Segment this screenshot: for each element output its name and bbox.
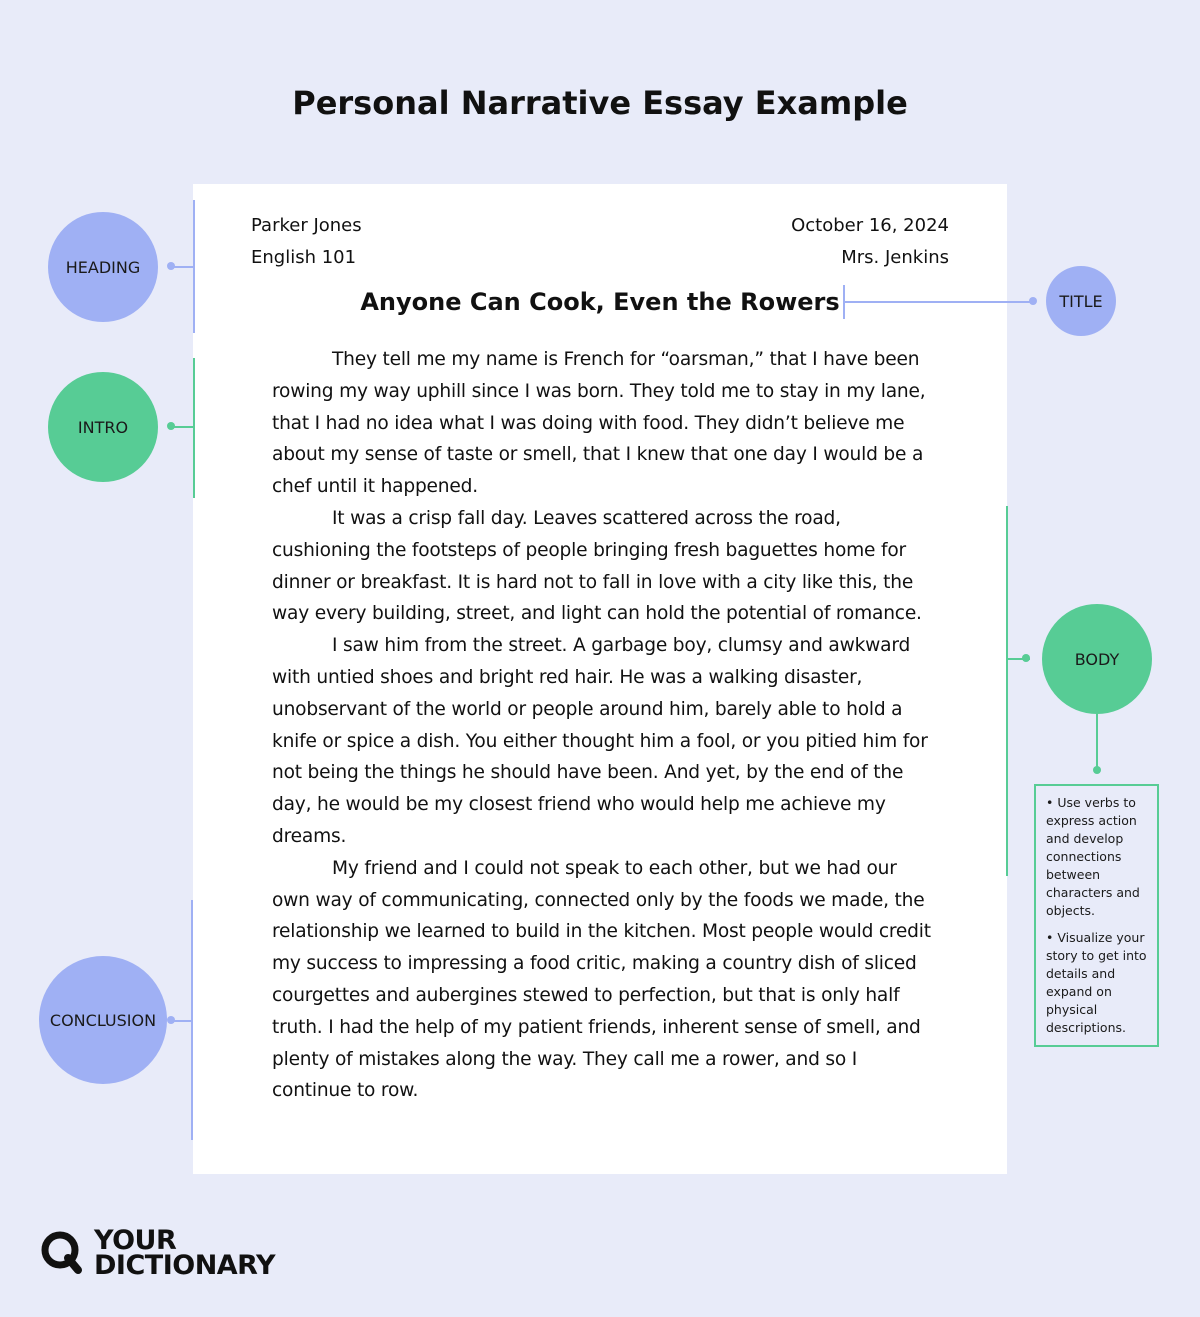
body-tips-box [1034, 784, 1159, 1047]
conclusion-bracket [191, 900, 193, 1140]
heading-label: HEADING [48, 212, 158, 322]
essay-body [272, 344, 932, 1107]
conclusion-paragraph: My friend and I could not speak to each other, but we had our own way of communicating, connected only by the foods we made, the relationship we learned to build in the kitchen. Most people would credit my success to impressing a food critic, making a country dish of sliced courgettes and aubergines stewed to perfection, but that is only half truth. I had the help of my patient friends, inherent sense of smell, and plenty of mistakes along the way. They call me a rower, and so I continue to row. [272, 857, 931, 1102]
intro-label: INTRO [48, 372, 158, 482]
teacher-name: Mrs. Jenkins [841, 247, 949, 268]
heading-right [791, 210, 949, 274]
body-label: BODY [1042, 604, 1152, 714]
body-dot [1022, 654, 1030, 662]
heading-dot [167, 262, 175, 270]
intro-dot [167, 422, 175, 430]
intro-connector [172, 426, 193, 428]
q-logo-icon [38, 1228, 88, 1278]
logo-line-1: YOUR [94, 1225, 177, 1256]
essay-date: October 16, 2024 [791, 215, 949, 236]
heading-connector [172, 266, 193, 268]
logo-line-2: DICTIONARY [94, 1250, 276, 1281]
heading-bracket [193, 200, 195, 333]
title-label: TITLE [1046, 266, 1116, 336]
page-title: Personal Narrative Essay Example [292, 84, 908, 122]
body-tips-dot [1093, 766, 1101, 774]
yourdictionary-logo [38, 1225, 276, 1281]
body-paragraph-2: I saw him from the street. A garbage boy, clumsy and awkward with untied shoes and bright red hair. He was a walking disaster, unobservant of the world or people around him, barely able to hold a knife or spice a dish. You either thought him a fool, or you pitied him for not being the things he should have been. And yet, by the end of the day, he would be my closest friend who would help me achieve my dreams. [272, 635, 928, 847]
body-tip-1: • Use verbs to express action and develop connections between characters and objects. [1046, 795, 1140, 918]
course-name: English 101 [251, 247, 357, 268]
title-dot [1029, 297, 1037, 305]
heading-left [251, 210, 362, 274]
essay-paper [193, 184, 1007, 1174]
body-bracket [1006, 506, 1008, 876]
body-paragraph-1: It was a crisp fall day. Leaves scattered across the road, cushioning the footsteps of people bringing fresh baguettes home for dinner or breakfast. It is hard not to fall in love with a city like this, the way every building, street, and light can hold the potential of romance. [272, 507, 922, 625]
body-tip-2: • Visualize your story to get into details and expand on physical descriptions. [1046, 930, 1147, 1035]
conclusion-label: CONCLUSION [39, 956, 167, 1084]
essay-title: Anyone Can Cook, Even the Rowers [360, 288, 840, 316]
body-tips-connector [1096, 714, 1098, 770]
logo-text [94, 1225, 276, 1281]
student-name: Parker Jones [251, 215, 362, 236]
title-connector [843, 301, 1033, 303]
intro-bracket [193, 358, 195, 498]
intro-paragraph: They tell me my name is French for “oarsman,” that I have been rowing my way uphill since I was born. They told me to stay in my lane, that I had no idea what I was doing with food. They didn’t believe me about my sense of taste or smell, that I knew that one day I would be a chef until it happened. [272, 349, 926, 498]
conclusion-dot [167, 1016, 175, 1024]
